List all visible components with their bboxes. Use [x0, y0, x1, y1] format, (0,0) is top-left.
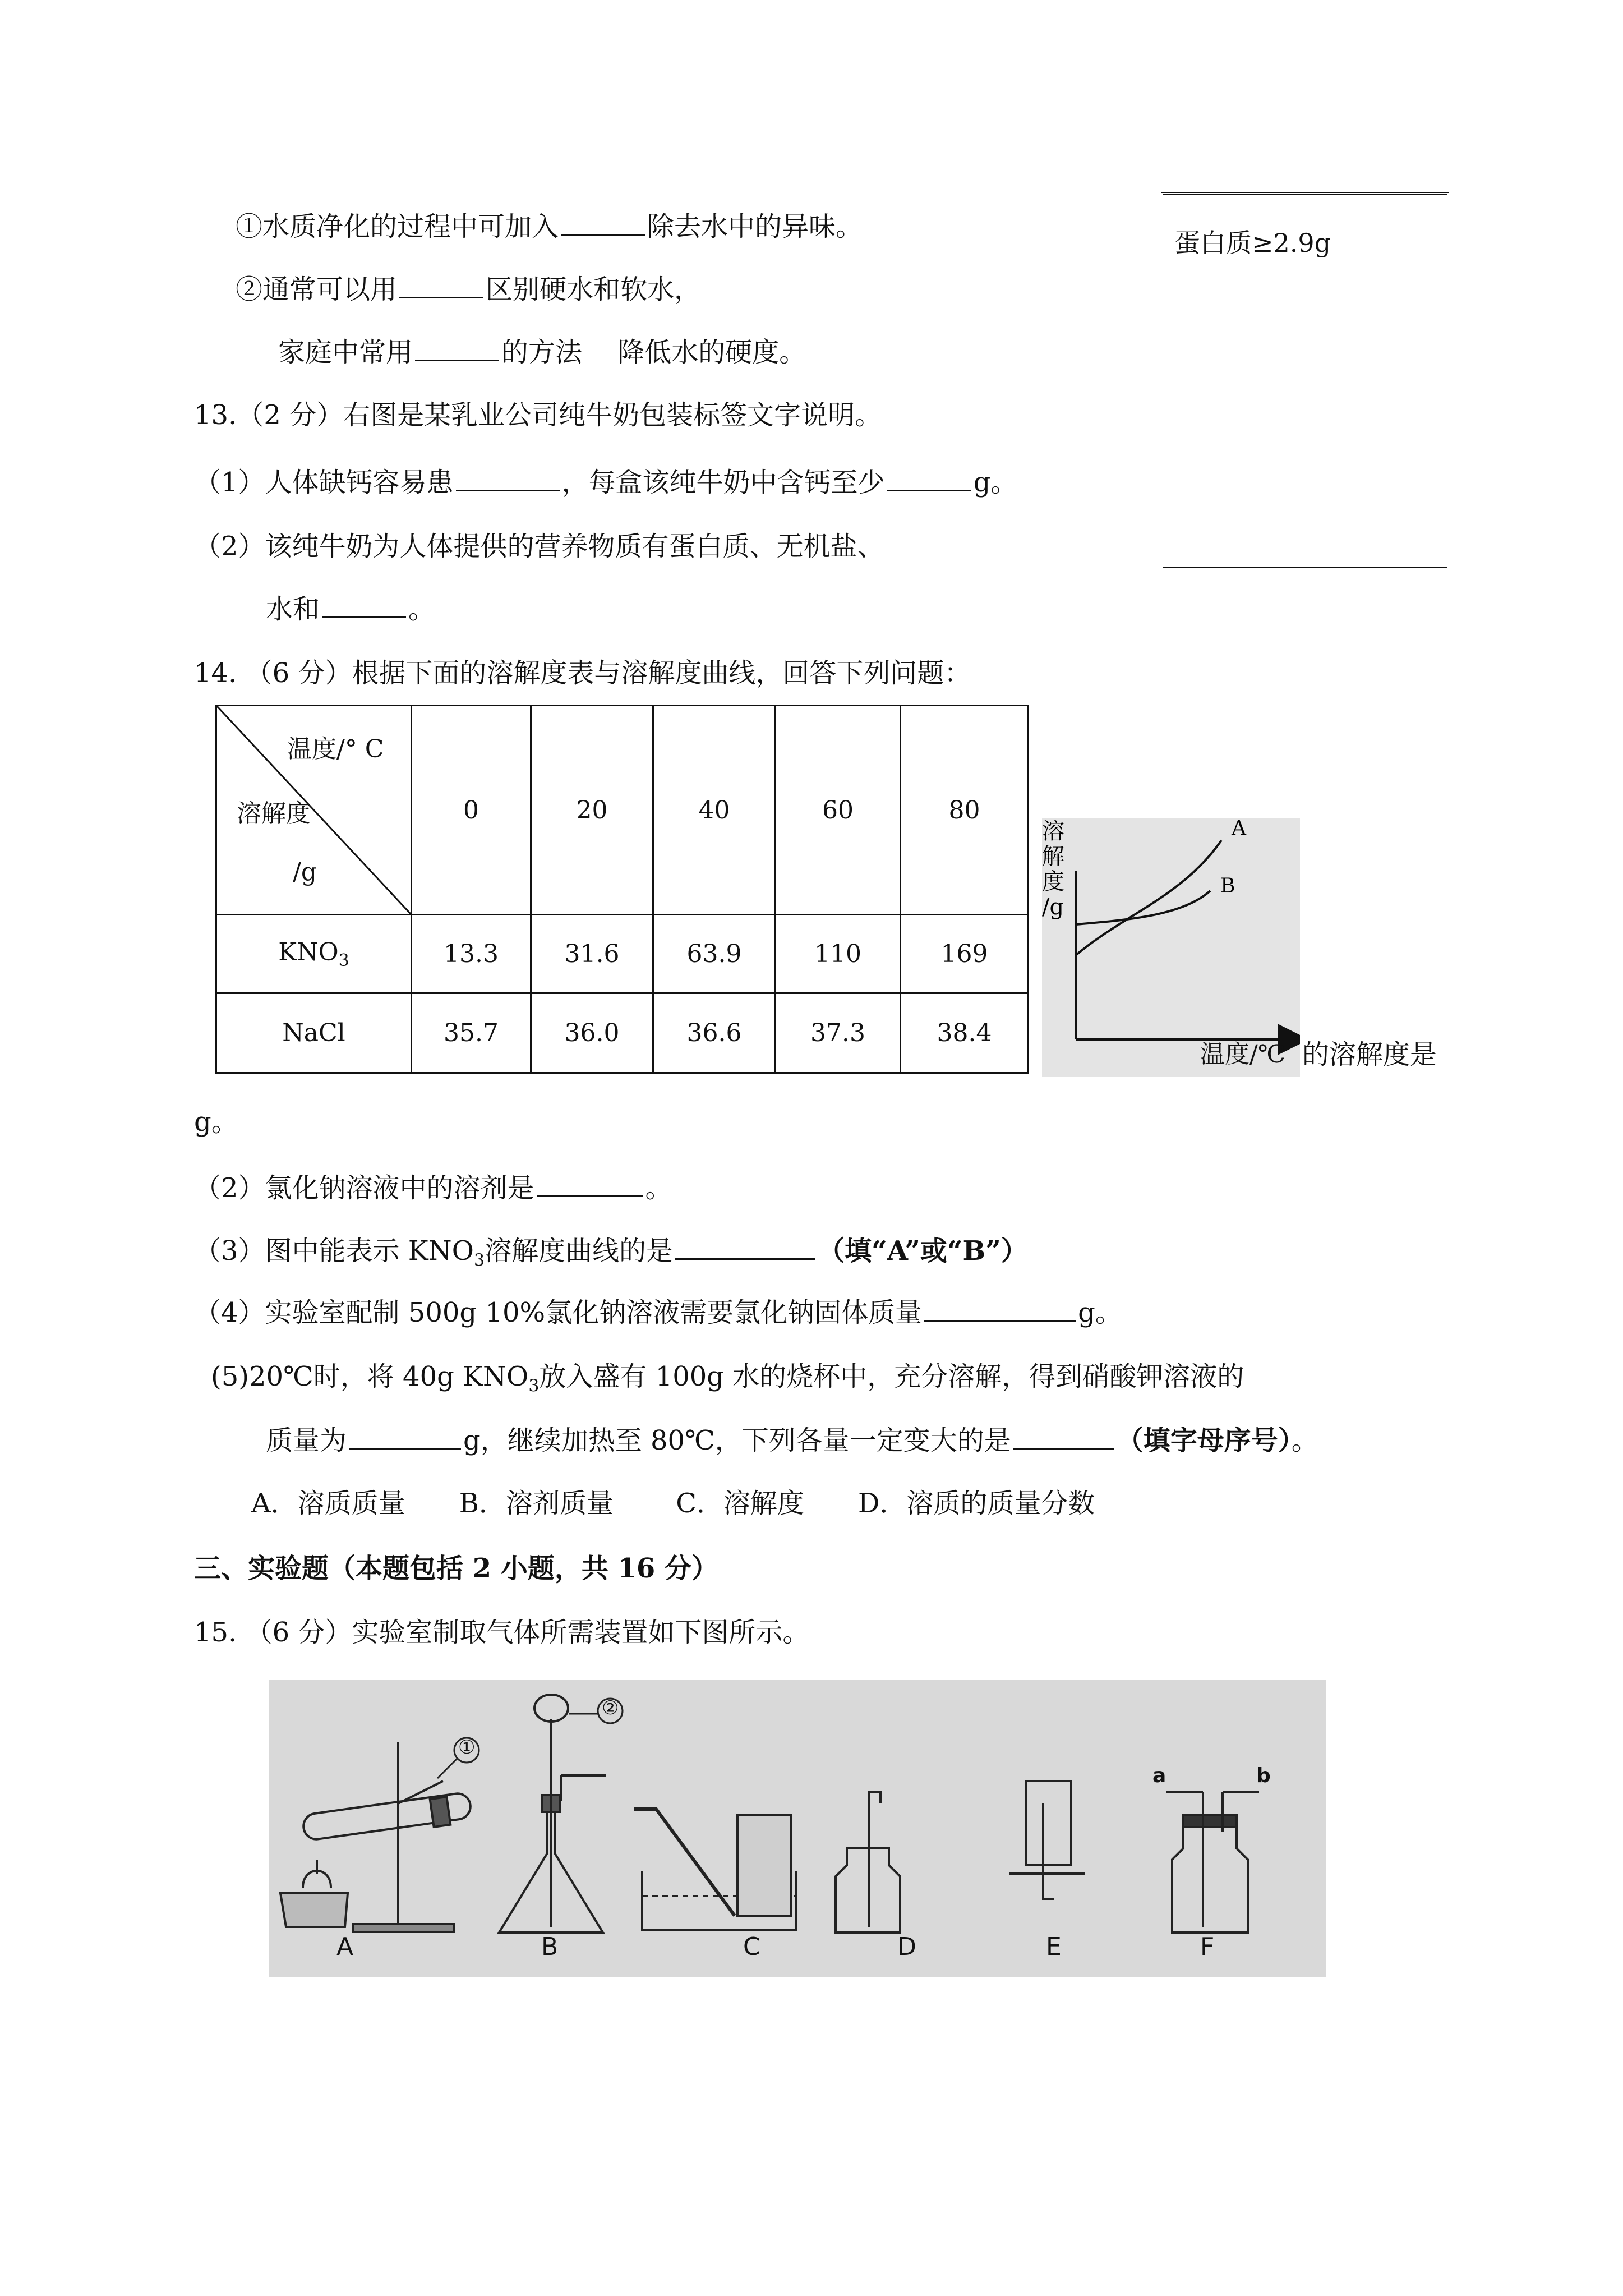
- q14-part4: [194, 1296, 1122, 1329]
- table-cell: 38.4: [901, 993, 1029, 1073]
- q13-part2: （2）该纯牛奶为人体提供的营养物质有蛋白质、无机盐、: [194, 531, 884, 562]
- curve-b: [1076, 891, 1210, 924]
- y-axis-label: 解: [1042, 844, 1064, 869]
- port-a-label: a: [1152, 1764, 1166, 1787]
- q14-part3-hint: （填“A”或“B”）: [818, 1235, 1028, 1267]
- q12-line1-tail: 除去水中的异味。: [647, 211, 863, 242]
- answer-blank[interactable]: [399, 274, 483, 298]
- answer-blank[interactable]: [415, 337, 499, 361]
- answer-blank[interactable]: [887, 467, 971, 491]
- q13-part2-cont: [266, 592, 435, 626]
- q13-part2-cont-tail: 。: [408, 593, 436, 625]
- apparatus-label: B: [541, 1932, 559, 1961]
- q12-line1-text: ①水质净化的过程中可加入: [236, 211, 559, 242]
- section-title: 三、实验题（本题包括 2 小题，共 16 分）: [194, 1553, 719, 1584]
- apparatus-b: [499, 1695, 623, 1932]
- table-row: [216, 915, 1029, 993]
- answer-blank[interactable]: [675, 1236, 815, 1260]
- apparatus-figure: [269, 1680, 1326, 1977]
- q14-part2-text: （2）氯化钠溶液中的溶剂是: [194, 1172, 534, 1204]
- q14-part5-cont-text: 质量为: [266, 1425, 347, 1456]
- q14-part2: [194, 1171, 672, 1205]
- table-cell: 13.3: [412, 915, 531, 993]
- answer-blank[interactable]: [537, 1173, 643, 1197]
- table-corner-cell: [216, 706, 412, 915]
- q14-part3: [194, 1234, 1028, 1278]
- subscript: 3: [474, 1250, 485, 1271]
- q12-line2-text: ②通常可以用: [236, 274, 398, 305]
- q12-line1: [236, 210, 863, 243]
- corner-header-unit: /g: [293, 858, 317, 886]
- q14-part4-text: （4）实验室配制 500g 10%氯化钠溶液需要氯化钠固体质量: [194, 1297, 923, 1328]
- temp-header: 0: [412, 706, 531, 915]
- nutrition-label-text: 蛋白质≥2.9g: [1174, 228, 1331, 258]
- q12-line3-tail: 的方法 降低水的硬度。: [501, 337, 806, 368]
- answer-blank[interactable]: [456, 467, 560, 491]
- q14-part5: [211, 1360, 1244, 1404]
- temp-header: 20: [531, 706, 653, 915]
- table-cell: 37.3: [776, 993, 901, 1073]
- q14-part5-mid: 放入盛有 100g 水的烧杯中，充分溶解，得到硝酸钾溶液的: [539, 1361, 1244, 1392]
- row-label-kno3: $KNO_3$: [216, 915, 412, 993]
- q14-part5-text: (5)20℃时，将 40g KNO: [211, 1361, 529, 1392]
- q12-line3: [278, 335, 806, 369]
- apparatus-f: [1166, 1792, 1259, 1932]
- apparatus-label: D: [897, 1932, 916, 1961]
- table-cell: 36.6: [653, 993, 776, 1073]
- y-axis-label: 溶: [1042, 818, 1064, 844]
- apparatus-e: [1009, 1781, 1085, 1899]
- q13-part1-mid: ，每盒该纯牛奶中含钙至少: [561, 467, 885, 498]
- table-row: [216, 993, 1029, 1073]
- table-cell: 35.7: [412, 993, 531, 1073]
- q12-line2: [236, 273, 701, 306]
- q14-part1-tail: 的溶解度是: [1302, 1039, 1437, 1070]
- answer-blank[interactable]: [349, 1425, 461, 1450]
- corner-header-temp: 温度/° C: [287, 735, 384, 763]
- q14-part5-cont: [266, 1424, 1318, 1457]
- marker-2: ②: [602, 1697, 619, 1719]
- subscript: 3: [528, 1376, 540, 1396]
- apparatus-label: C: [743, 1932, 760, 1961]
- q14-part1-unit: g。: [194, 1106, 238, 1138]
- curve-b-label: B: [1220, 875, 1235, 898]
- q14-part2-tail: 。: [645, 1172, 672, 1204]
- corner-header-solubility: 溶解度: [237, 799, 311, 828]
- apparatus-label: E: [1046, 1932, 1062, 1961]
- marker-1: ①: [458, 1736, 476, 1759]
- table-cell: 31.6: [531, 915, 653, 993]
- y-axis-label: /g: [1042, 894, 1064, 920]
- q14-part3-text: （3）图中能表示 KNO: [194, 1235, 474, 1267]
- q13-stem: 13.（2 分）右图是某乳业公司纯牛奶包装标签文字说明。: [194, 399, 882, 431]
- table-cell: 63.9: [653, 915, 776, 993]
- q13-part1-unit: g。: [973, 467, 1018, 498]
- q14-part5-hint: （填字母序号）: [1116, 1425, 1292, 1456]
- q14-part4-unit: g。: [1078, 1297, 1122, 1328]
- answer-blank[interactable]: [924, 1297, 1076, 1322]
- temp-header: 80: [901, 706, 1029, 915]
- apparatus-label: F: [1200, 1932, 1215, 1961]
- nutrition-label-box: [1161, 192, 1449, 569]
- apparatus-c: [634, 1809, 796, 1930]
- answer-blank[interactable]: [1013, 1425, 1114, 1450]
- y-axis-label: 度: [1042, 869, 1064, 895]
- x-axis-label: 温度/℃: [1200, 1040, 1286, 1069]
- table-cell: 169: [901, 915, 1029, 993]
- q13-part2-cont-text: 水和: [266, 593, 320, 625]
- q13-part1-text: （1）人体缺钙容易患: [194, 467, 454, 498]
- answer-blank[interactable]: [322, 594, 406, 618]
- apparatus-d: [836, 1792, 900, 1932]
- apparatus-a: [280, 1738, 479, 1932]
- temp-header: 60: [776, 706, 901, 915]
- q15-stem: 15. （6 分）实验室制取气体所需装置如下图所示。: [194, 1617, 810, 1648]
- port-b-label: b: [1256, 1764, 1271, 1787]
- q14-part3-mid: 溶解度曲线的是: [485, 1235, 674, 1267]
- answer-blank[interactable]: [561, 211, 645, 236]
- table-cell: 36.0: [531, 993, 653, 1073]
- row-label-nacl: NaCl: [216, 993, 412, 1073]
- q14-options: A．溶质质量 B．溶剂质量 C．溶解度 D．溶质的质量分数: [251, 1488, 1095, 1519]
- q14-part5-cont-mid: g，继续加热至 80℃，下列各量一定变大的是: [463, 1425, 1011, 1456]
- q14-stem: 14. （6 分）根据下面的溶解度表与溶解度曲线，回答下列问题：: [194, 657, 971, 689]
- q13-part1: [194, 466, 1017, 499]
- temp-header: 40: [653, 706, 776, 915]
- apparatus-drawing: [269, 1680, 1326, 1977]
- q12-line2-tail: 区别硬水和软水，: [486, 274, 702, 305]
- solubility-table: [215, 705, 1029, 1074]
- q12-line3-text: 家庭中常用: [278, 337, 413, 368]
- q14-part5-end: 。: [1291, 1425, 1318, 1456]
- apparatus-label: A: [336, 1932, 354, 1961]
- table-cell: 110: [776, 915, 901, 993]
- curve-a-label: A: [1232, 818, 1246, 840]
